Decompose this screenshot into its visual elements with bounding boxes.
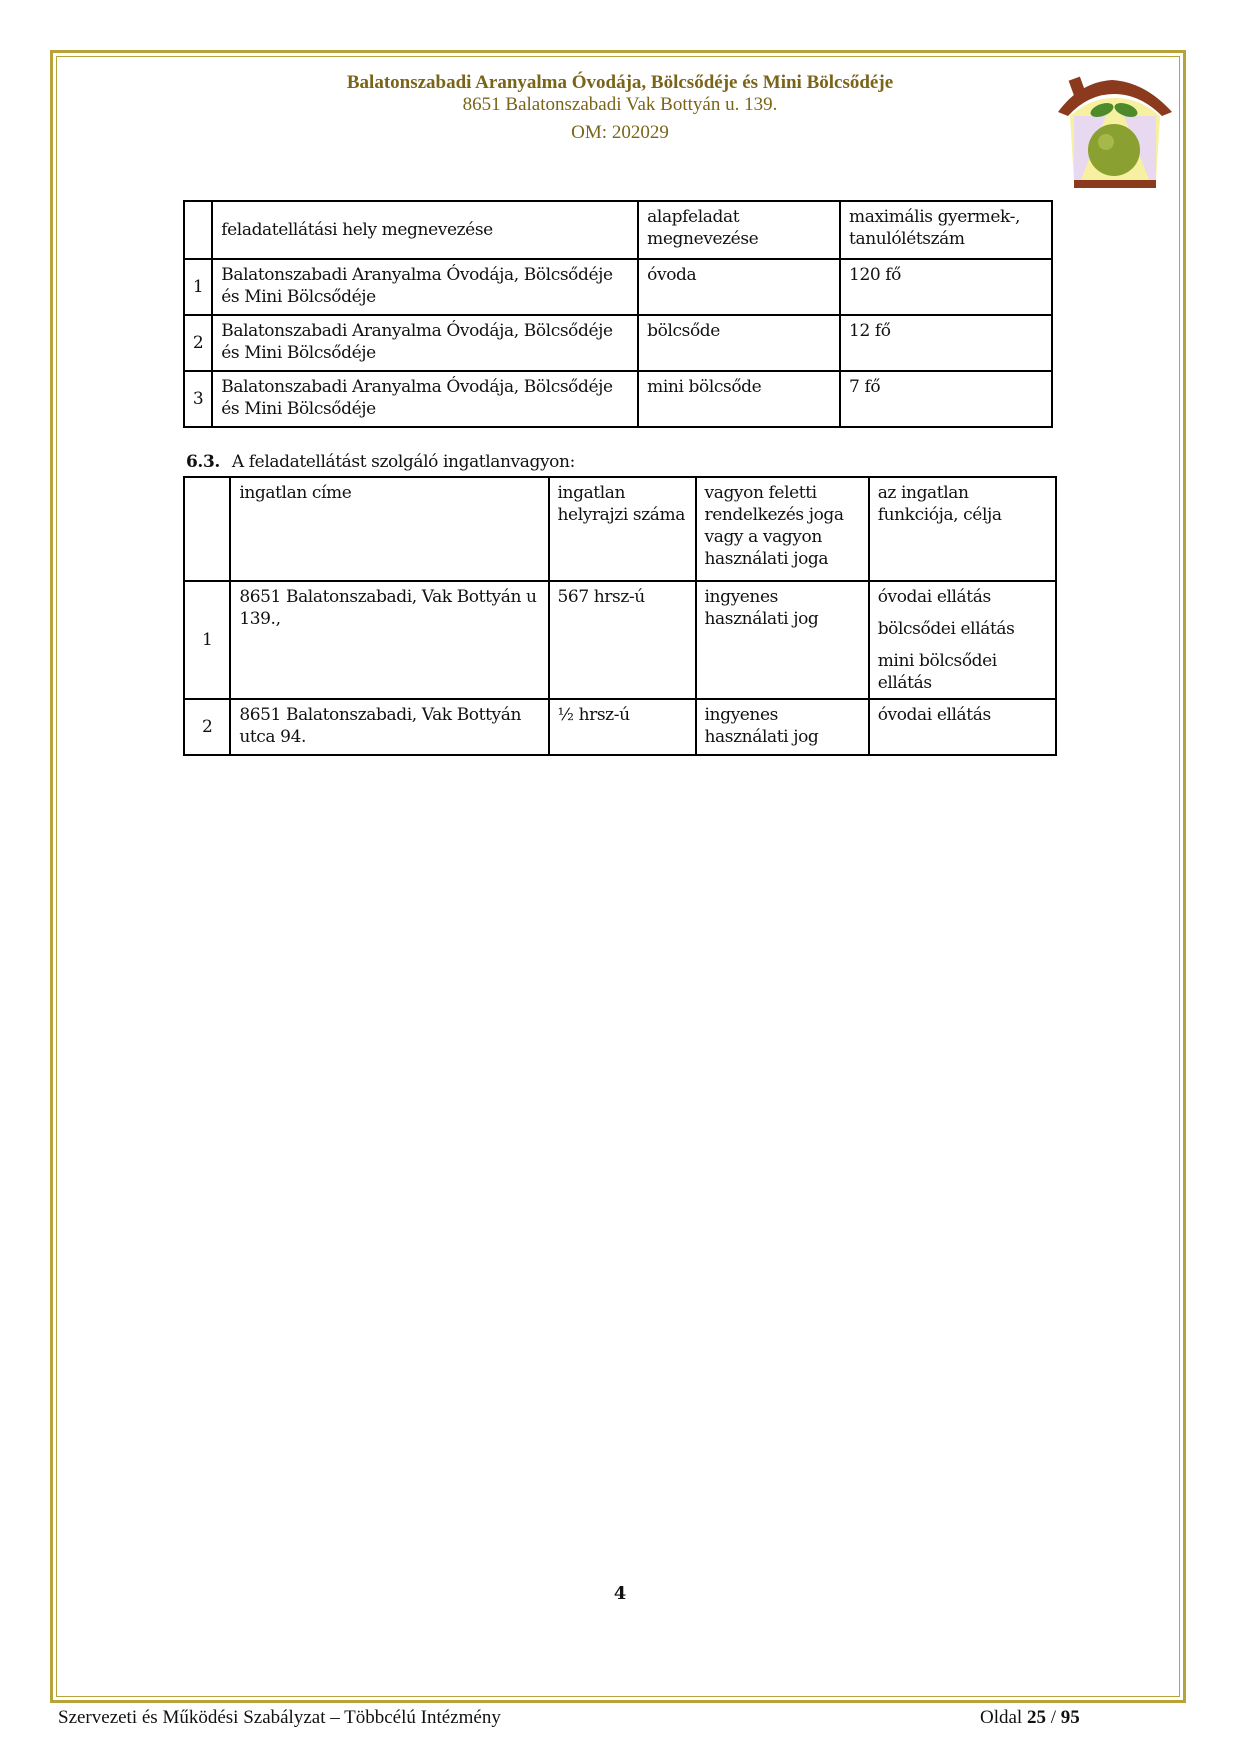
footer-page-total: 95 bbox=[1060, 1707, 1080, 1728]
site-task: óvoda bbox=[638, 259, 840, 315]
section-heading bbox=[186, 452, 575, 472]
row-number: 2 bbox=[184, 315, 212, 371]
header-cell-right: vagyon feletti rendelkezés joga vagy a vagyon használati joga bbox=[696, 477, 869, 581]
function-item: óvodai ellátás bbox=[877, 705, 991, 725]
function-item: mini bölcsődei ellátás bbox=[877, 651, 997, 693]
header-cell-num bbox=[184, 201, 212, 259]
site-max: 12 fő bbox=[840, 315, 1052, 371]
document-header bbox=[200, 72, 1040, 144]
apple-house-logo bbox=[1050, 72, 1180, 192]
table-row bbox=[184, 581, 1056, 699]
function-item: bölcsődei ellátás bbox=[877, 619, 1015, 639]
institution-om: OM: 202029 bbox=[571, 122, 669, 143]
footer-page-label: Oldal bbox=[980, 1707, 1023, 1728]
header-cell-function: az ingatlan funkciója, célja bbox=[869, 477, 1056, 581]
header-cell-address: ingatlan címe bbox=[230, 477, 548, 581]
row-number: 3 bbox=[184, 371, 212, 427]
property-address: 8651 Balatonszabadi, Vak Bottyán u 139., bbox=[230, 581, 548, 699]
site-task: bölcsőde bbox=[638, 315, 840, 371]
footer-page-current: 25 bbox=[1026, 1707, 1046, 1728]
header-cell-task: alapfeladat megnevezése bbox=[638, 201, 840, 259]
property-hrsz: 567 hrsz-ú bbox=[549, 581, 696, 699]
footer-page-indicator bbox=[980, 1707, 1080, 1729]
property-address: 8651 Balatonszabadi, Vak Bottyán utca 94. bbox=[230, 699, 548, 755]
table-header-row bbox=[184, 201, 1052, 259]
property-functions bbox=[869, 581, 1056, 699]
institution-sites-table bbox=[183, 200, 1053, 428]
site-name: Balatonszabadi Aranyalma Óvodája, Bölcsődéje és Mini Bölcsődéje bbox=[212, 259, 638, 315]
section-title: A feladatellátást szolgáló ingatlanvagyon: bbox=[231, 452, 575, 472]
table-row bbox=[184, 315, 1052, 371]
row-number: 2 bbox=[184, 699, 230, 755]
footer-document-title: Szervezeti és Működési Szabályzat – Többcélú Intézmény bbox=[58, 1707, 501, 1728]
inner-page-number: 4 bbox=[613, 1583, 627, 1604]
table-row bbox=[184, 259, 1052, 315]
function-item: óvodai ellátás bbox=[877, 587, 991, 607]
header-cell-max: maximális gyermek-, tanulólétszám bbox=[840, 201, 1052, 259]
institution-address: 8651 Balatonszabadi Vak Bottyán u. 139. bbox=[462, 94, 778, 115]
site-name: Balatonszabadi Aranyalma Óvodája, Bölcsődéje és Mini Bölcsődéje bbox=[212, 315, 638, 371]
table-row bbox=[184, 699, 1056, 755]
institution-title: Balatonszabadi Aranyalma Óvodája, Bölcsődéje és Mini Bölcsődéje bbox=[346, 72, 894, 93]
table-row bbox=[184, 371, 1052, 427]
site-max: 7 fő bbox=[840, 371, 1052, 427]
property-right: ingyenes használati jog bbox=[696, 581, 869, 699]
footer-page-separator: / bbox=[1050, 1707, 1056, 1728]
site-max: 120 fő bbox=[840, 259, 1052, 315]
section-number: 6.3. bbox=[186, 452, 220, 472]
header-cell-hrsz: ingatlan helyrajzi száma bbox=[549, 477, 696, 581]
property-right: ingyenes használati jog bbox=[696, 699, 869, 755]
header-cell-site: feladatellátási hely megnevezése bbox=[212, 201, 638, 259]
row-number: 1 bbox=[184, 259, 212, 315]
site-task: mini bölcsőde bbox=[638, 371, 840, 427]
header-cell-num bbox=[184, 477, 230, 581]
site-name: Balatonszabadi Aranyalma Óvodája, Bölcsődéje és Mini Bölcsődéje bbox=[212, 371, 638, 427]
property-hrsz: ½ hrsz-ú bbox=[549, 699, 696, 755]
row-number: 1 bbox=[184, 581, 230, 699]
table-header-row bbox=[184, 477, 1056, 581]
property-functions bbox=[869, 699, 1056, 755]
property-table bbox=[183, 476, 1057, 756]
